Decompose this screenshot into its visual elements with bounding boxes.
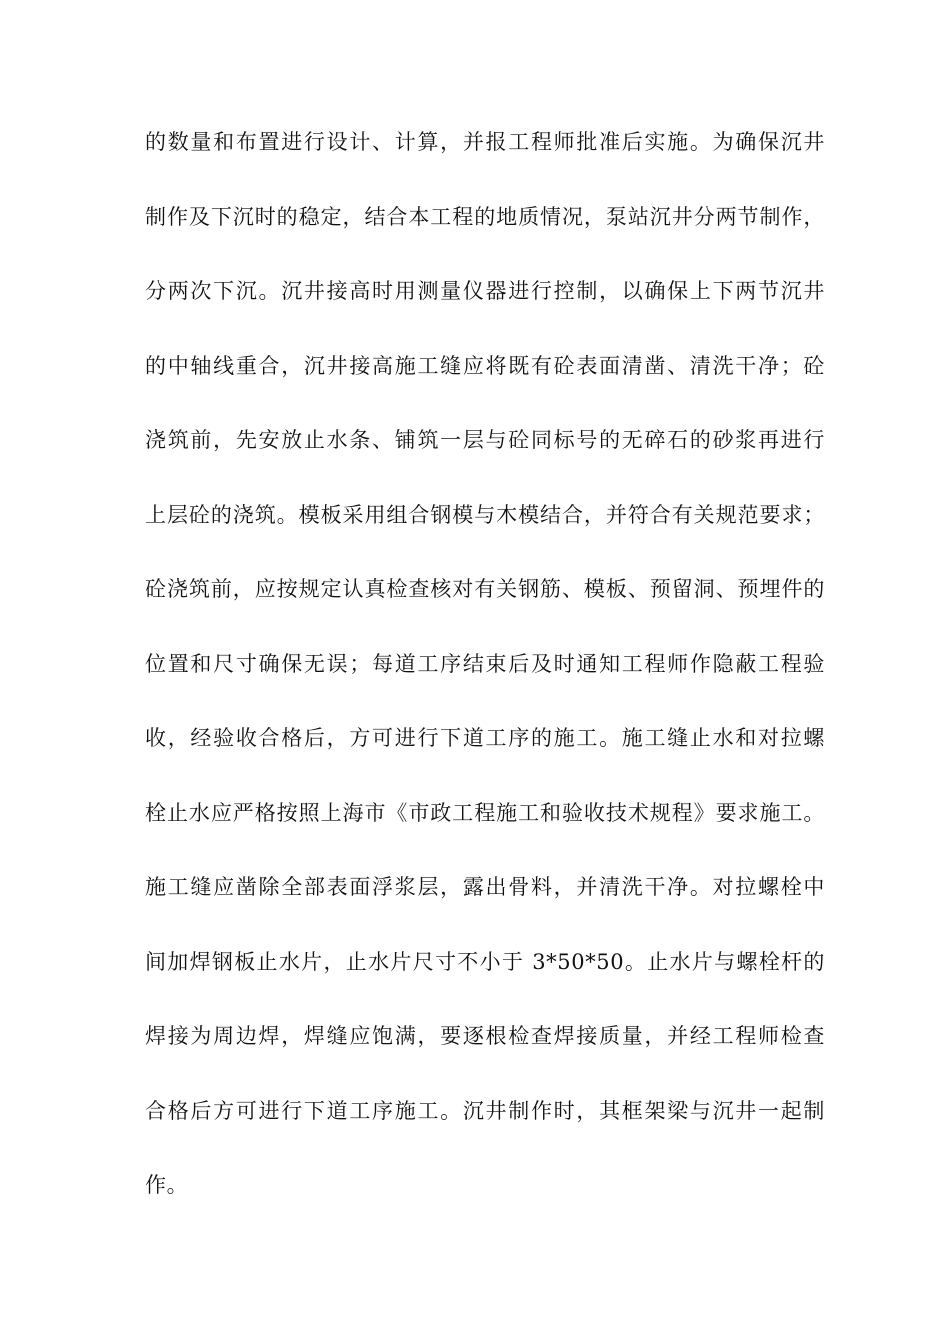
paragraph-line: 的数量和布置进行设计、计算，并报工程师批准后实施。为确保沉井 xyxy=(145,130,825,154)
paragraph-line: 的中轴线重合，沉井接高施工缝应将既有砼表面清凿、清洗干净；砼 xyxy=(145,353,825,378)
paragraph-line: 施工缝应凿除全部表面浮浆层，露出骨料，并清洗干净。对拉螺栓中 xyxy=(145,875,825,899)
paragraph-line-last: 作。 xyxy=(145,1173,189,1197)
paragraph-line: 合格后方可进行下道工序施工。沉井制作时，其框架梁与沉井一起制 xyxy=(145,1098,825,1123)
paragraph-line: 上层砼的浇筑。模板采用组合钢模与木模结合，并符合有关规范要求； xyxy=(145,502,825,527)
paragraph-line: 栓止水应严格按照上海市《市政工程施工和验收技术规程》要求施工。 xyxy=(145,800,825,825)
body-paragraph xyxy=(145,120,835,1238)
paragraph-line: 间加焊钢板止水片，止水片尺寸不小于 3*50*50。止水片与螺栓杆的 xyxy=(145,949,825,974)
paragraph-line: 制作及下沉时的稳定，结合本工程的地质情况，泵站沉井分两节制作， xyxy=(145,204,825,229)
paragraph-line: 收，经验收合格后，方可进行下道工序的施工。施工缝止水和对拉螺 xyxy=(145,726,825,750)
paragraph-line: 砼浇筑前，应按规定认真检查核对有关钢筋、模板、预留洞、预埋件的 xyxy=(145,577,825,601)
paragraph-line: 位置和尺寸确保无误；每道工序结束后及时通知工程师作隐蔽工程验 xyxy=(145,651,825,676)
paragraph-line: 浇筑前，先安放止水条、铺筑一层与砼同标号的无碎石的砂浆再进行 xyxy=(145,428,825,452)
paragraph-line: 焊接为周边焊，焊缝应饱满，要逐根检查焊接质量，并经工程师检查 xyxy=(145,1024,825,1048)
paragraph-line: 分两次下沉。沉井接高时用测量仪器进行控制，以确保上下两节沉井 xyxy=(145,279,825,303)
